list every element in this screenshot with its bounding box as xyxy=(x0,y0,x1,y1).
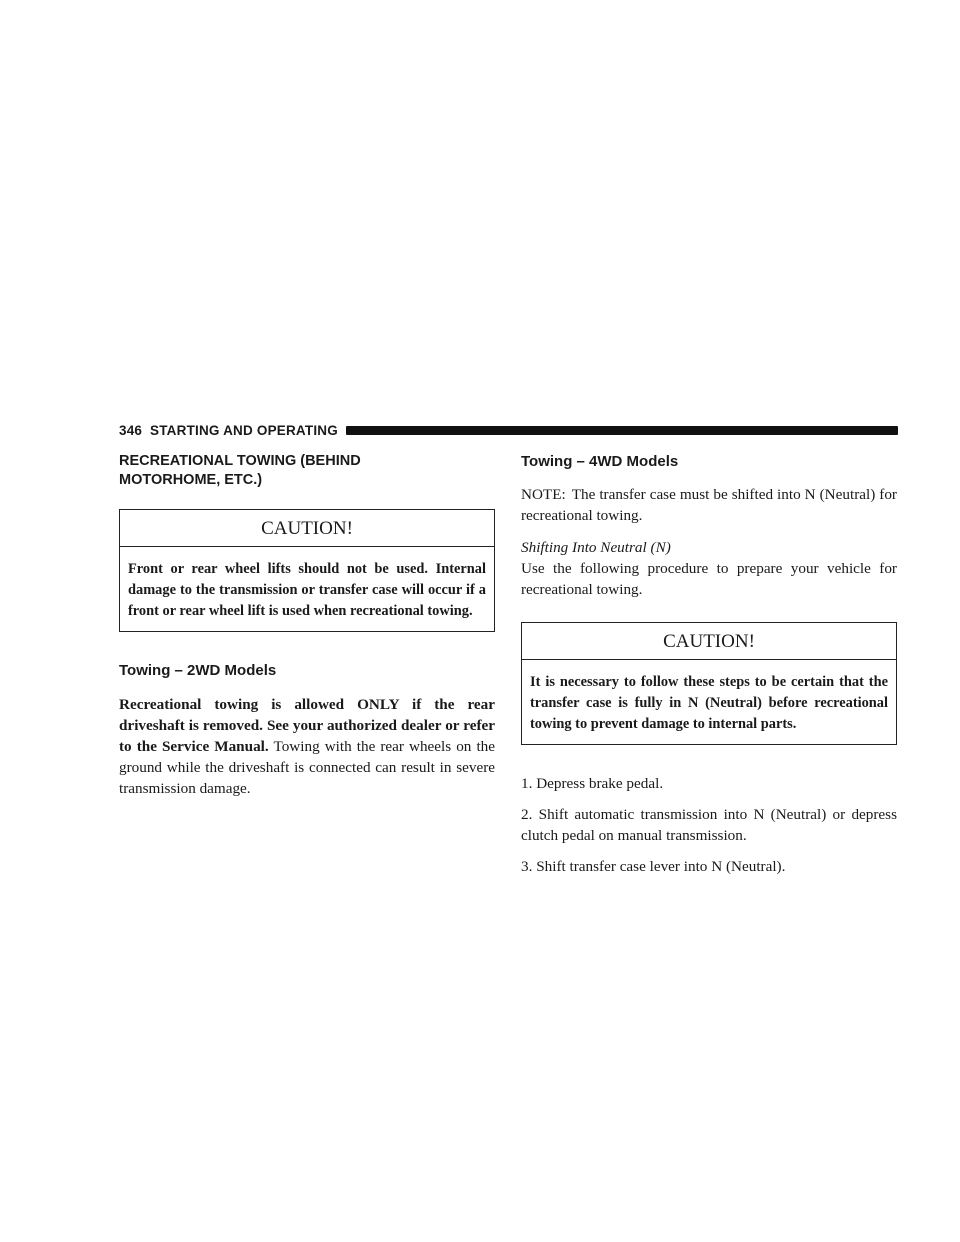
section-heading-line1: RECREATIONAL TOWING (BEHIND xyxy=(119,453,361,469)
step-1: 1. Depress brake pedal. xyxy=(521,775,664,792)
page-header-label xyxy=(119,423,338,438)
caution-title: CAUTION! xyxy=(522,623,896,660)
header-rule xyxy=(346,426,898,435)
subheading-4wd: Towing – 4WD Models xyxy=(521,453,679,470)
step-3: 3. Shift transfer case lever into N (Neutral). xyxy=(521,858,786,875)
italic-heading: Shifting Into Neutral (N) xyxy=(521,539,671,556)
caution-box-neutral xyxy=(521,622,897,745)
paragraph-2wd xyxy=(119,694,495,799)
paragraph-2wd-normal: Towing with the rear wheels on the ground while the driveshaft is connected can result in severe transmission damage. xyxy=(119,738,495,797)
page-header xyxy=(119,420,898,440)
step-2: 2. Shift automatic transmission into N (Neutral) or depress clutch pedal on manual transmission. xyxy=(521,806,897,844)
section-title: STARTING AND OPERATING xyxy=(150,422,338,438)
section-heading-line2: MOTORHOME, ETC.) xyxy=(119,472,263,488)
left-column xyxy=(119,452,495,799)
caution-box-wheel-lifts xyxy=(119,509,495,632)
section-heading xyxy=(119,452,495,490)
right-column xyxy=(521,452,897,877)
caution-text: Front or rear wheel lifts should not be used. Internal damage to the transmission or transfer case will occur if a front or rear wheel lift is used when recreational towing. xyxy=(128,561,486,619)
subheading-2wd: Towing – 2WD Models xyxy=(119,662,277,679)
page-number: 346 xyxy=(119,422,143,438)
note-paragraph xyxy=(521,484,897,526)
note-label: NOTE: xyxy=(521,486,566,503)
note-text: The transfer case must be shifted into N (Neutral) for recreational towing. xyxy=(521,486,897,524)
caution-title: CAUTION! xyxy=(120,510,494,547)
caution-text: It is necessary to follow these steps to be certain that the transfer case is fully in N (Neutral) before recreational towing to prevent damage to internal parts. xyxy=(530,674,888,732)
intro-paragraph: Use the following procedure to prepare your vehicle for recreational towing. xyxy=(521,560,897,598)
paragraph-2wd-bold: Recreational towing is allowed ONLY if the rear driveshaft is removed. See your authorized dealer or refer to the Service Manual. xyxy=(119,696,495,755)
